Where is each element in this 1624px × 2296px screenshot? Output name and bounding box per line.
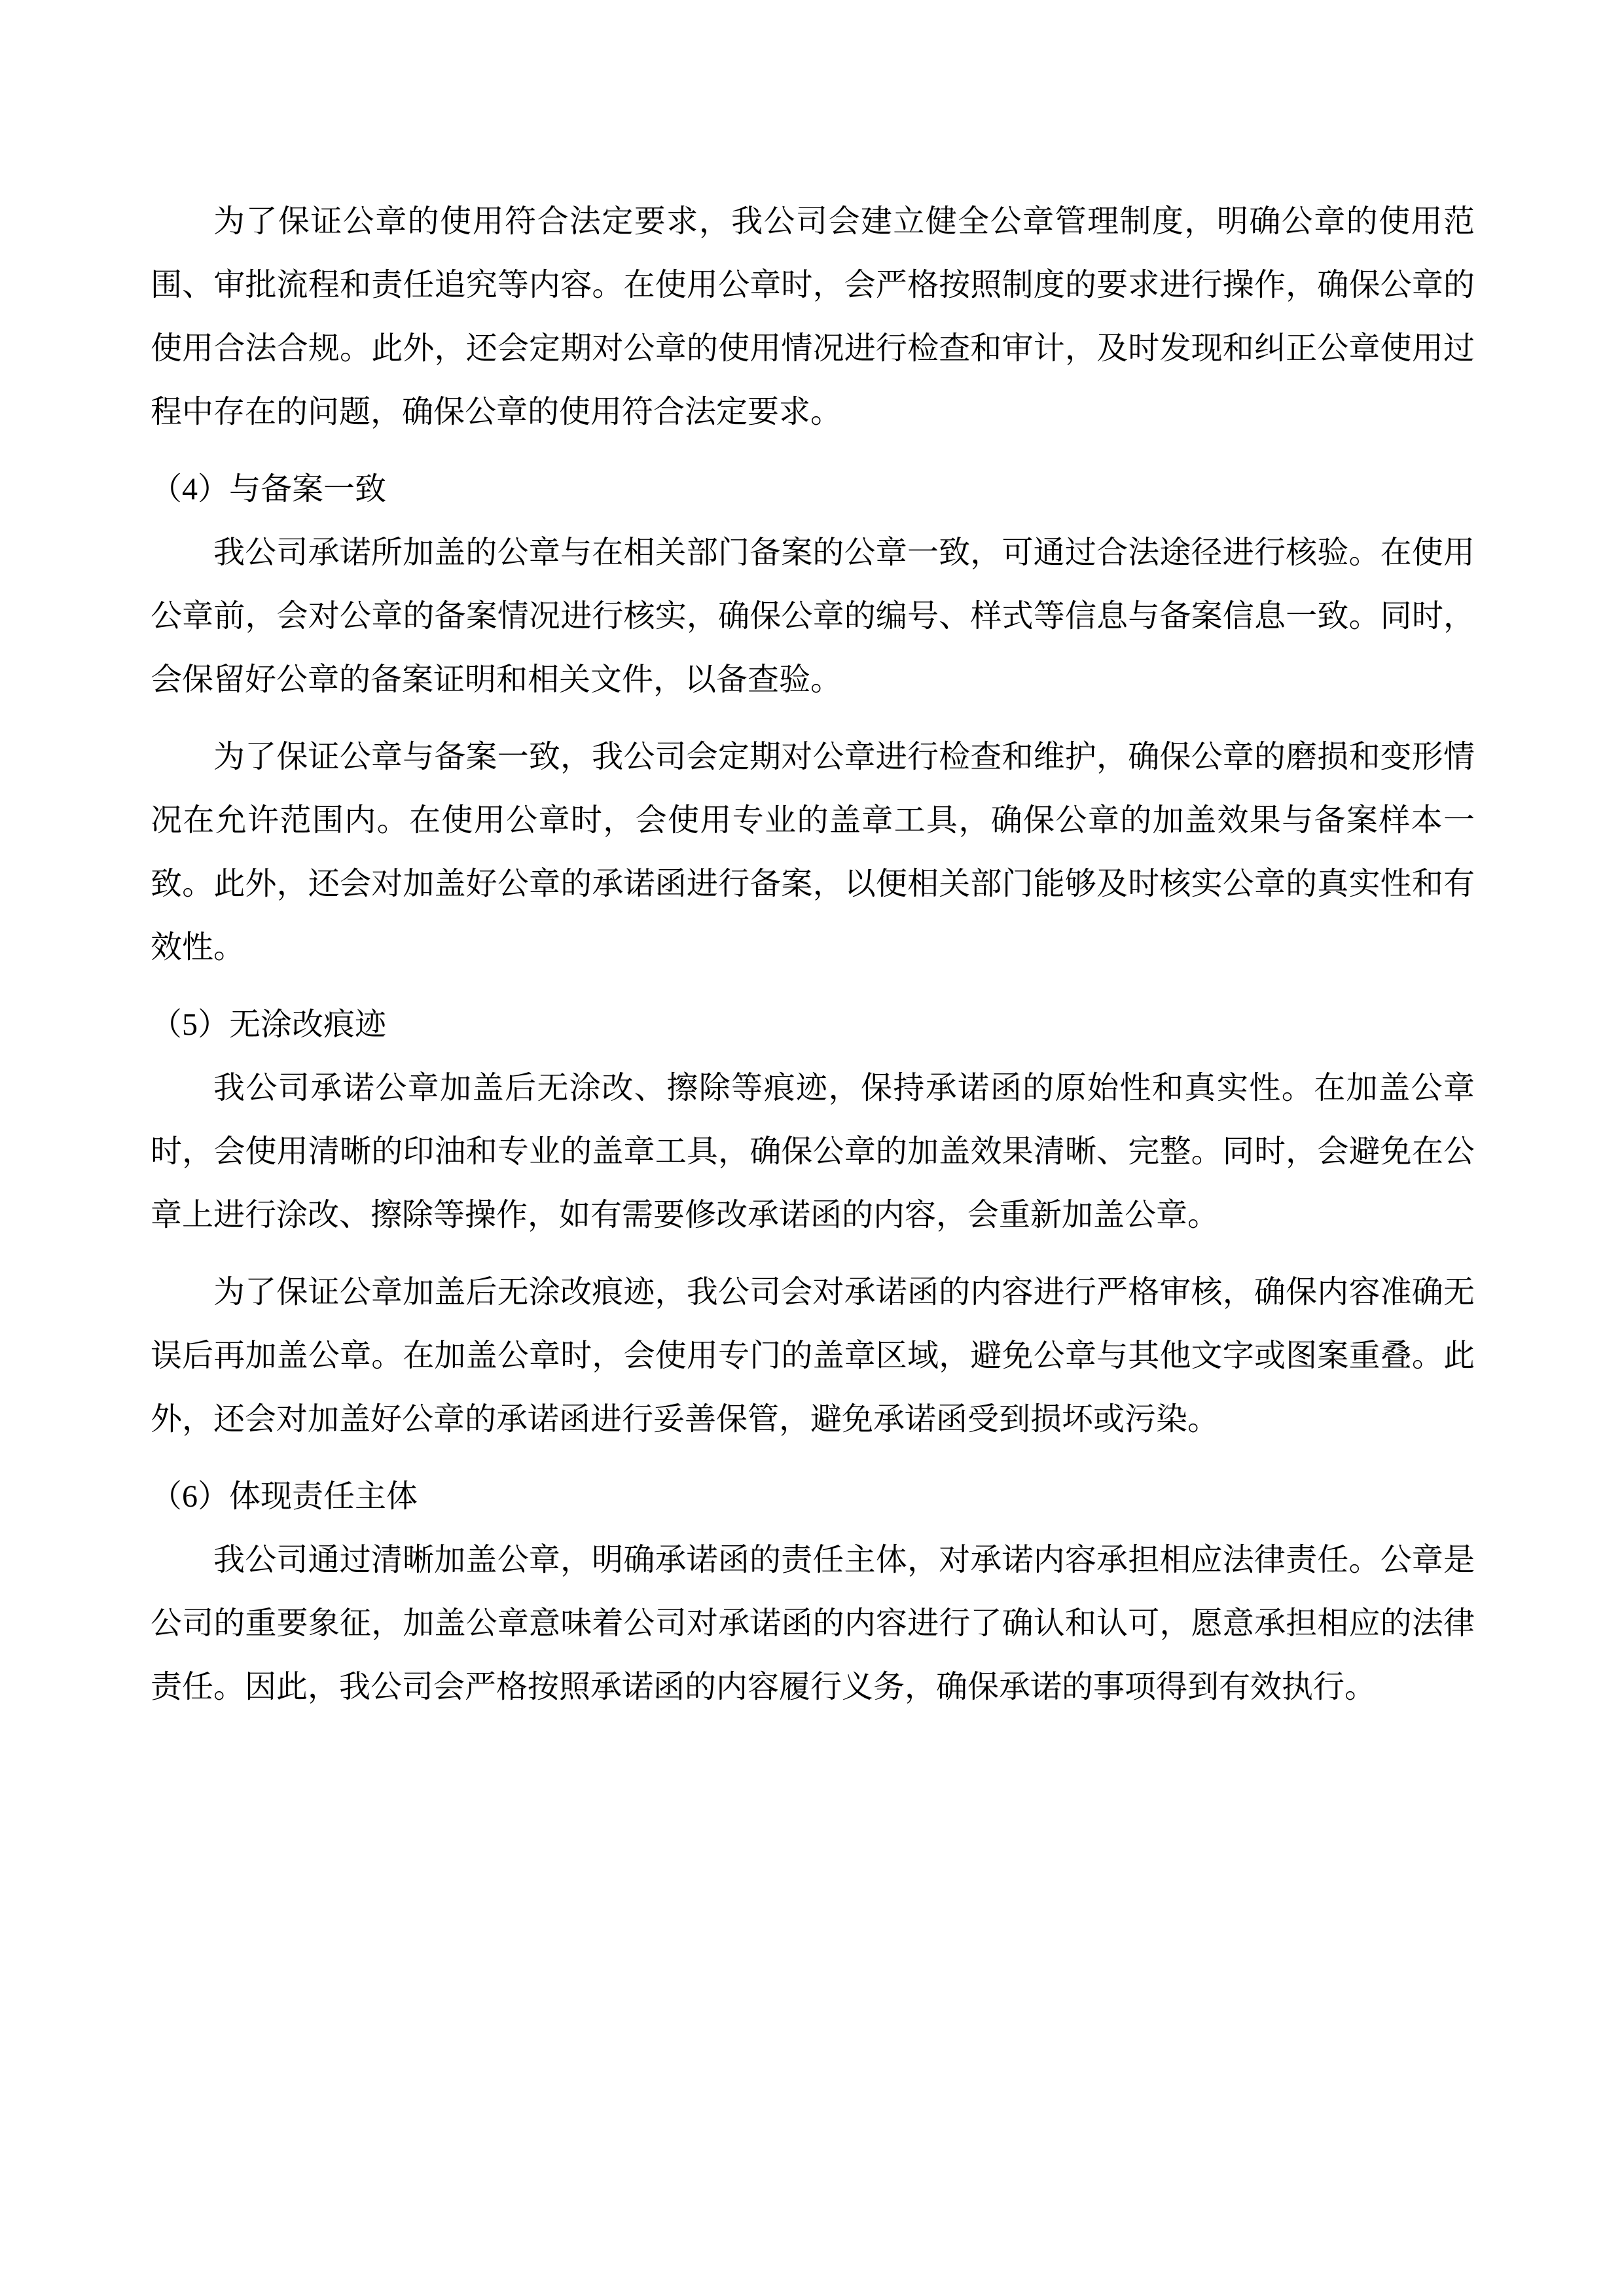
section-heading-5-no-alteration: （5）无涂改痕迹 <box>151 1007 387 1042</box>
section-heading-6-responsibility-subject: （6）体现责任主体 <box>151 1479 418 1514</box>
paragraph-responsibility-subject: 我公司通过清晰加盖公章，明确承诺函的责任主体，对承诺内容承担相应法律责任。公章是公司的重要象征，加盖公章意味着公司对承诺函的内容进行了确认和认可，愿意承担相应的法律责任。因此，我公司会严格按照承诺函的内容履行义务，确保承诺的事项得到有效执行。 <box>151 1543 1475 1704</box>
paragraph-no-alteration-promise: 我公司承诺公章加盖后无涂改、擦除等痕迹，保持承诺函的原始性和真实性。在加盖公章时，会使用清晰的印油和专业的盖章工具，确保公章的加盖效果清晰、完整。同时，会避免在公章上进行涂改、擦除等操作，如有需要修改承诺函的内容，会重新加盖公章。 <box>151 1071 1475 1232</box>
paragraph-record-consistency-measures: 为了保证公章与备案一致，我公司会定期对公章进行检查和维护，确保公章的磨损和变形情况在允许范围内。在使用公章时，会使用专业的盖章工具，确保公章的加盖效果与备案样本一致。此外，还会对加盖好公章的承诺函进行备案，以便相关部门能够及时核实公章的真实性和有效性。 <box>151 740 1475 965</box>
paragraph-no-alteration-measures: 为了保证公章加盖后无涂改痕迹，我公司会对承诺函的内容进行严格审核，确保内容准确无误后再加盖公章。在加盖公章时，会使用专门的盖章区域，避免公章与其他文字或图案重叠。此外，还会对加盖好公章的承诺函进行妥善保管，避免承诺函受到损坏或污染。 <box>151 1275 1475 1437</box>
paragraph-record-consistency-promise: 我公司承诺所加盖的公章与在相关部门备案的公章一致，可通过合法途径进行核验。在使用公章前，会对公章的备案情况进行核实，确保公章的编号、样式等信息与备案信息一致。同时，会保留好公章的备案证明和相关文件，以备查验。 <box>151 535 1475 697</box>
section-heading-4-record-consistency: （4）与备案一致 <box>151 472 387 507</box>
paragraph-seal-usage-legal: 为了保证公章的使用符合法定要求，我公司会建立健全公章管理制度，明确公章的使用范围、审批流程和责任追究等内容。在使用公章时，会严格按照制度的要求进行操作，确保公章的使用合法合规。此外，还会定期对公章的使用情况进行检查和审计，及时发现和纠正公章使用过程中存在的问题，确保公章的使用符合法定要求。 <box>151 204 1475 429</box>
